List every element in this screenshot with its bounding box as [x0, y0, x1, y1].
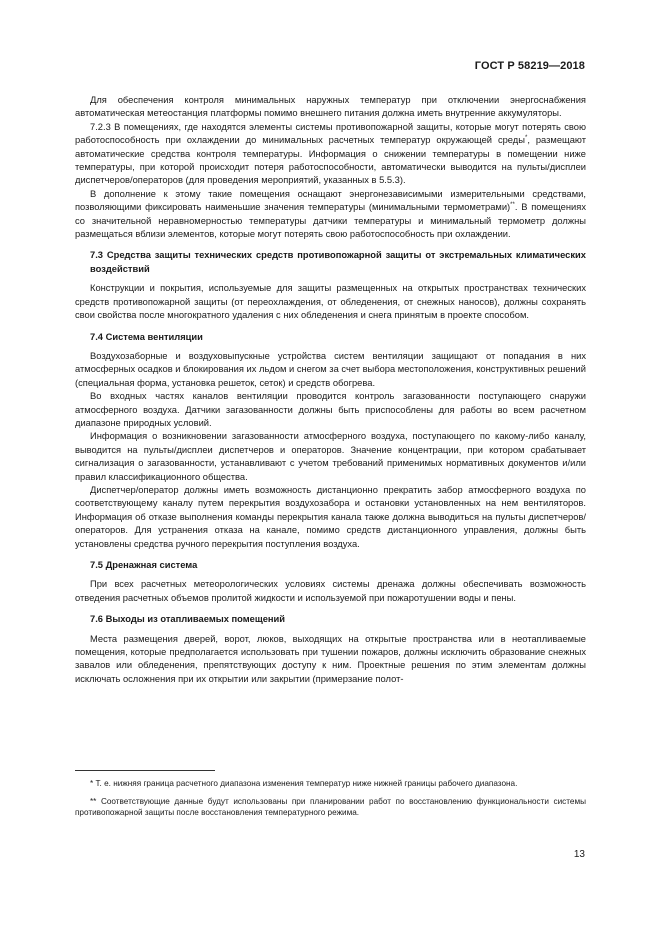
paragraph-min-thermometer [75, 188, 586, 242]
footnote-ref-2[interactable]: ** [510, 202, 515, 209]
section-7-4-paragraph: Воздухозаборные и воздуховыпускные устройства систем вентиляции защищают от попадания в них атмосферных осадков и блокирования их льдом и снегом за счет выбора местоположения, конструктивных решений (специальная форма, установка решеток, сеток) и средств обогрева. [75, 350, 586, 388]
footnote-divider [75, 770, 215, 771]
standard-header: ГОСТ Р 58219—2018 [474, 60, 585, 72]
section-7-5-title: 7.5 Дренажная система [90, 560, 198, 570]
page-number: 13 [573, 849, 585, 860]
section-7-4-title: 7.4 Система вентиляции [90, 331, 203, 342]
paragraph-7-2-3 [75, 121, 586, 188]
paragraph-7-2-3-text-a: 7.2.3 В помещениях, где находятся элементы системы противопожарной защиты, которые могут потерять свою работоспособность при охлаждении до минимальных расчетных температур окружающей среды [75, 121, 586, 146]
footnote-1: * Т. е. нижняя граница расчетного диапазона изменения температур ниже нижней границы рабочего диапазона. [90, 779, 518, 788]
section-7-6-title: 7.6 Выходы из отапливаемых помещений [90, 614, 286, 625]
section-7-3-title: 7.3 Средства защиты технических средств противопожарной защиты от экстремальных климатических воздействий [90, 250, 586, 274]
document-body [75, 94, 586, 686]
section-7-5-paragraph: При всех расчетных метеорологических условиях системы дренажа должны обеспечивать возможность отведения расчетных объемов пролитой жидкости и используемой при пожаротушении воды и пены. [75, 579, 586, 603]
section-7-3-paragraph: Конструкции и покрытия, используемые для защиты размещенных на открытых пространствах технических средств противопожарной защиты (от переохлаждения, от обледенения, от снежных наносов), должны сохранять свои свойства после многократного удаления с них обледенения и снега принятым в проекте способом. [75, 283, 586, 321]
paragraph-min-thermometer-text-a: В дополнение к этому такие помещения оснащают энергонезависимыми измерительными средствами, позволяющими фиксировать наименьшие значения температуры (минимальными термометрами) [75, 188, 586, 213]
paragraph-power-supply: Для обеспечения контроля минимальных наружных температур при отключении энергоснабжения автоматическая метеостанция платформы помимо внешнего питания должна иметь внутренние аккумуляторы. [75, 95, 586, 119]
paragraph-7-2-3-text-b: , размещают автоматические средства контроля температуры. Информация о снижении температуры в помещении ниже температуры, при которой происходит потеря работоспособности, автоматически выводится на пульты/дисплеи диспетчеров/операторов (для проведения мероприятий, указанных в 5.5.3). [75, 135, 586, 186]
section-7-4-paragraph: Во входных частях каналов вентиляции проводится контроль загазованности поступающего снаружи атмосферного воздуха. Датчики загазованности должны быть приспособлены для работы во всем расчетном диапазоне природных условий. [75, 391, 586, 428]
section-7-6-paragraph: Места размещения дверей, ворот, люков, выходящих на открытые пространства или в неотапливаемые помещения, которые предполагается использовать при тушении пожаров, должны исключить образование снежных завалов или обледенения, препятствующих доступу к ним. Проектные решения по этим элементам должны исключать осложнения при их открытии или закрытии (примерзание полот- [75, 633, 586, 684]
footnote-2: ** Соответствующие данные будут использованы при планировании работ по восстановлению функциональности системы противопожарной защиты после восстановления температурного режима. [75, 796, 586, 818]
footnotes [75, 778, 586, 825]
section-7-4-paragraph: Информация о возникновении загазованности атмосферного воздуха, поступающего по какому-либо каналу, выводится на пульты/дисплеи диспетчеров и операторов. Значение концентрации, при котором срабатывает сигнализация о загазованности, устанавливают с учетом требований применимых нормативных документов и/или правил классификационного общества. [75, 431, 586, 482]
footnote-ref-1[interactable]: * [524, 135, 528, 142]
paragraph-min-thermometer-text-b: . В помещениях со значительной неравномерностью температуры датчики температуры и минимальный термометр должны размещаться вблизи элементов, которые могут потерять свою работоспособность при охлаждении. [75, 202, 586, 240]
section-7-4-paragraph: Диспетчер/оператор должны иметь возможность дистанционно прекратить забор атмосферного воздуха по соответствующему каналу путем перекрытия воздухозабора и остановки установленных на нем вентиляторов. Информация об отказе выполнения команды перекрытия канала также должна выводиться на пульты диспетчеров/операторов. Для устранения отказа на канале, помимо средств дистанционного управления, должны быть установлены средства ручного перекрытия поступления воздуха. [75, 484, 586, 549]
